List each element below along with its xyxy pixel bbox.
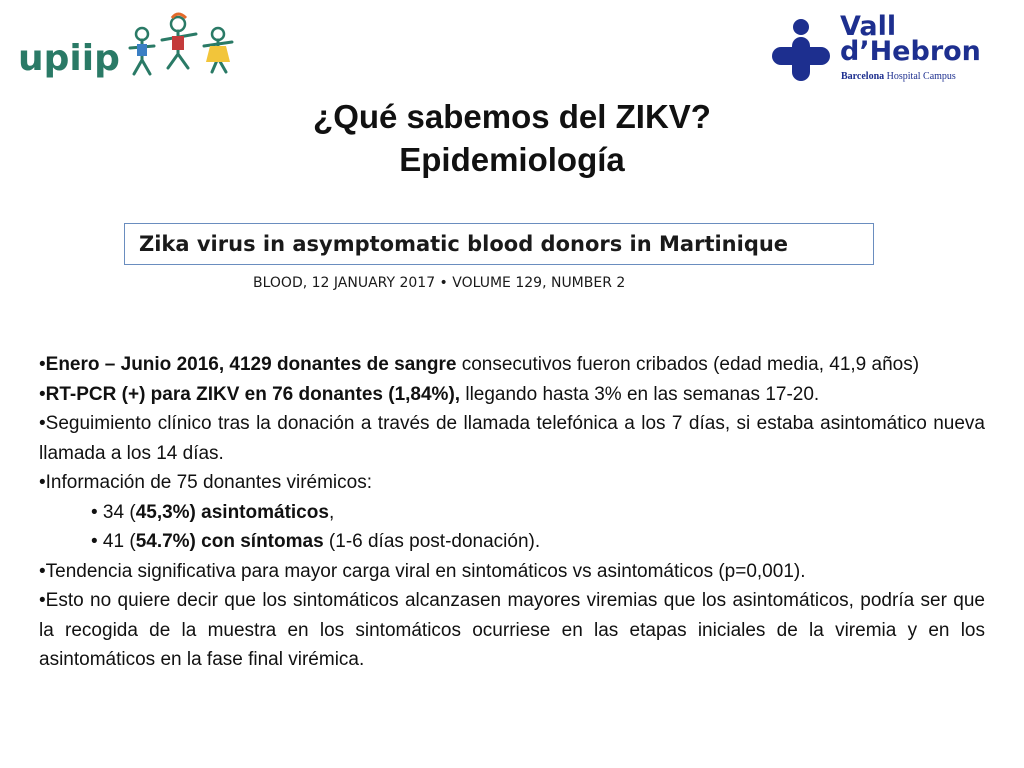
vall-hebron-line1: Vall <box>840 11 897 42</box>
bullet-3-text: Seguimiento clínico tras la donación a través de llamada telefónica a los 7 días, si estaba asintomático nueva llamada a los 14 días. <box>39 413 985 464</box>
bullet-1-bold: Enero – Junio 2016, 4129 donantes de sangre <box>45 354 457 375</box>
vall-hebron-logo <box>768 11 993 88</box>
slide-body <box>39 350 985 675</box>
bullet-6-text: Esto no quiere decir que los sintomáticos alcanzasen mayores viremias que los asintomáticos, podría ser que la recogida de la muestra en los sintomáticos ocurriese en las etapas iniciales de la viremia y en los asintomáticos en la fase final virémica. <box>39 590 985 670</box>
bullet-4: •Información de 75 donantes virémicos: <box>39 472 372 493</box>
vall-hebron-name <box>840 11 981 67</box>
bullet-2-bold: RT-PCR (+) para ZIKV en 76 donantes (1,84%), <box>45 383 461 405</box>
sub-bullet-2-pre: 41 ( <box>97 531 136 552</box>
sub-bullet-2: • 41 (54.7%) con síntomas (1-6 días post-donación). <box>91 531 541 552</box>
sub-bullet-1-post: , <box>328 501 335 523</box>
vall-hebron-subtitle <box>841 71 956 82</box>
bullet-3: •Seguimiento clínico tras la donación a través de llamada telefónica a los 7 días, si estaba asintomático nueva llamada a los 14 días. <box>39 413 985 464</box>
sub-bullet-1: • 34 (45,3%) asintomáticos, <box>91 501 335 523</box>
article-title-box <box>124 223 874 265</box>
bullet-5-text: Tendencia significativa para mayor carga viral en sintomáticos vs asintomáticos (p=0,001). <box>45 560 806 582</box>
vall-hebron-sub-rest: Hospital Campus <box>884 71 956 82</box>
bullet-1-text: consecutivos fueron cribados (edad media, 41,9 años) <box>456 354 920 375</box>
slide-title <box>0 95 1024 181</box>
bullet-2: •RT-PCR (+) para ZIKV en 76 donantes (1,84%), llegando hasta 3% en las semanas 17-20. <box>39 383 820 405</box>
sub-bullet-2-bold: 54.7%) con síntomas <box>135 531 324 552</box>
vall-hebron-line2: d’Hebron <box>840 36 981 67</box>
children-figures-icon <box>126 10 236 85</box>
sub-bullet-1-bold: 45,3%) asintomáticos <box>135 501 329 523</box>
article-reference: BLOOD, 12 JANUARY 2017 • VOLUME 129, NUMBER 2 <box>253 275 626 291</box>
slide-title-line2: Epidemiología <box>399 141 625 178</box>
upiip-logo <box>18 10 233 85</box>
sub-bullet-1-pre: 34 ( <box>97 501 136 523</box>
slide-title-line1: ¿Qué sabemos del ZIKV? <box>313 98 711 135</box>
vall-hebron-sub-bold: Barcelona <box>841 71 885 82</box>
article-title: Zika virus in asymptomatic blood donors in Martinique <box>139 232 789 256</box>
upiip-logo-text: upiip <box>18 38 120 79</box>
sub-bullet-2-post: (1-6 días post-donación). <box>323 531 541 552</box>
bullet-4-text: Información de 75 donantes virémicos: <box>45 472 372 493</box>
bullet-2-text: llegando hasta 3% en las semanas 17-20. <box>460 383 820 405</box>
bullet-5: •Tendencia significativa para mayor carga viral en sintomáticos vs asintomáticos (p=0,001). <box>39 560 806 582</box>
vall-hebron-cross-icon <box>768 18 834 84</box>
bullet-1: •Enero – Junio 2016, 4129 donantes de sangre consecutivos fueron cribados (edad media, 41,9 años) <box>39 354 920 375</box>
bullet-6: •Esto no quiere decir que los sintomáticos alcanzasen mayores viremias que los asintomáticos, podría ser que la recogida de la muestra en los sintomáticos ocurriese en las etapas iniciales de la viremia y en los asintomáticos en la fase final virémica. <box>39 590 985 670</box>
